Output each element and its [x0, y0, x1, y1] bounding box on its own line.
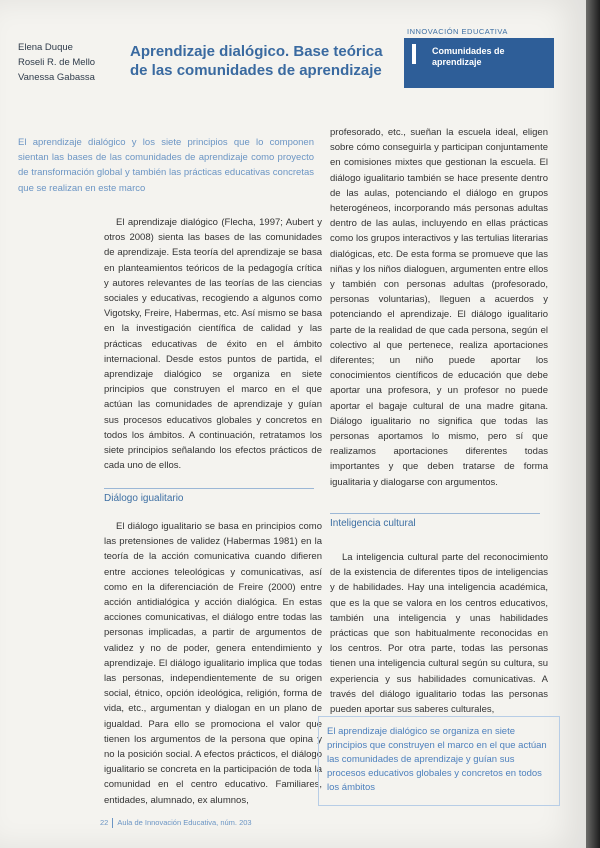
- author-name: Roseli R. de Mello: [18, 57, 96, 68]
- page-number: 22: [100, 818, 109, 827]
- section-heading: Diálogo igualitario: [104, 493, 184, 504]
- author-name: Elena Duque: [18, 42, 73, 53]
- paragraph: La inteligencia cultural parte del reconocimiento de la existencia de diferentes tipos de inteligencias y de habilidades. Hay una inteligencia académica, que es la que se valora en los centros educativos, también una inteligencia y unas habilidades prácticas que son habitualmente reconocidas en los centros. Por otra parte, todas las personas tienen una inteligencia cultural según su cultura, su experiencia y sus habilidades comunicativas. A través del diálogo igualitario todas las personas pueden aportar sus saberes culturales,: [330, 552, 548, 716]
- section-heading: Inteligencia cultural: [330, 518, 416, 529]
- section-box-label: Comunidades de aprendizaje: [432, 46, 505, 67]
- author-name: Vanessa Gabassa: [18, 72, 95, 83]
- footer-text: Aula de Innovación Educativa, núm. 203: [117, 818, 252, 827]
- divider: [104, 488, 314, 489]
- divider: [330, 513, 540, 514]
- pull-quote: El aprendizaje dialógico se organiza en siete principios que construyen el marco en el que actúan las comunidades de aprendizaje y guían sus procesos educativos globales y concretos en todos los ámbitos: [318, 716, 560, 806]
- paragraph: profesorado, etc., sueñan la escuela ideal, eligen sobre cómo conseguirla y participan conjuntamente en comisiones mixtes que gestionan la escuela. El diálogo igualitario también se hace presente dentro de las aulas, potenciando el diálogo en grupos heterogéneos, incorporando más personas adultas dentro de las aulas, incluyendo en ellas prácticas como los grupos interactivos y las tertulias literarias dialógicas, etc. De esta forma se promueve que las niñas y los niños dialoguen, argumenten entre ellos y también con personas adultas (profesorado, personas voluntarias), lleguen a acuerdos y potenciando el aprendizaje. El diálogo igualitario parte de la realidad de que cada persona, según el colectivo al que pertenece, realiza aportaciones diferentes; un niño puede aportar los conocimientos científicos de educación que debe aportar una profesora, y un profesor no puede aportar el bagaje cultural de una madre gitana. Diálogo igualitario no significa que todas las personas aportamos lo mismo, pero sí que realizamos aportaciones diferentes todas importantes y que deben tratarse de forma igualitaria y dialogarse con argumentos.: [330, 127, 548, 488]
- section-box: [404, 38, 554, 88]
- paragraph: El diálogo igualitario se basa en principios como las pretensiones de validez (Habermas 1981) en la teoría de la acción comunicativa cuando difieren entre acciones teleológicas y comunicativas, así como en la diferenciación de Freire (2000) entre acción antidialógica y acción dialógica. En estas acciones comunicativas, el diálogo entre todas las personas implicadas, a partir de argumentos de validez y no de poder, genera entendimiento y aprendizaje. El diálogo igualitario implica que todas las personas, independientemente de su origen social, étnico, opción ideológica, religión, forma de vida, etc., argumentan y dialogan en un plano de igualdad. Para ello se promociona el valor que tienen los argumentos de la persona que opina y no la posición social. A efectos prácticos, el diálogo igualitario se concreta en la participación de toda la comunidad en el centro educativo. Familiares, entidades, alumnado, ex alumnos,: [104, 521, 322, 806]
- footer: [100, 818, 252, 828]
- footer-separator: [112, 818, 113, 828]
- page-edge: [586, 0, 600, 848]
- section-marker: [412, 44, 416, 64]
- section-label: INNOVACIÓN EDUCATIVA: [407, 27, 508, 36]
- paragraph: El aprendizaje dialógico (Flecha, 1997; Aubert y otros 2008) sienta las bases de las comunidades de aprendizaje. Esta teoría del aprendizaje se basa en planteamientos teóricos de la pedagogía crítica y autores relevantes de las teorías de las ciencias sociales y educativas, recogiendo a algunos como Vigotsky, Freire, Habermas, etc. Así mismo se basa en la investigación científica de calidad y las prácticas educativas de éxito en el ámbito internacional. Desde estos puntos de partida, el aprendizaje dialógico se organiza en siete principios que construyen el marco en el que actúan las comunidades de aprendizaje y guían sus procesos educativos globales y concretos en todos los ámbitos. A continuación, retratamos los siete principios señalando los efectos prácticos de cada uno de ellos.: [104, 217, 322, 472]
- authors: [18, 40, 95, 85]
- article-title: Aprendizaje dialógico. Base teórica de las comunidades de aprendizaje: [130, 43, 383, 79]
- abstract: El aprendizaje dialógico y los siete principios que lo componen sientan las bases de las comunidades de aprendizaje como proyecto de transformación global y también las prácticas educativas concretas que se realizan en este marco: [18, 137, 314, 194]
